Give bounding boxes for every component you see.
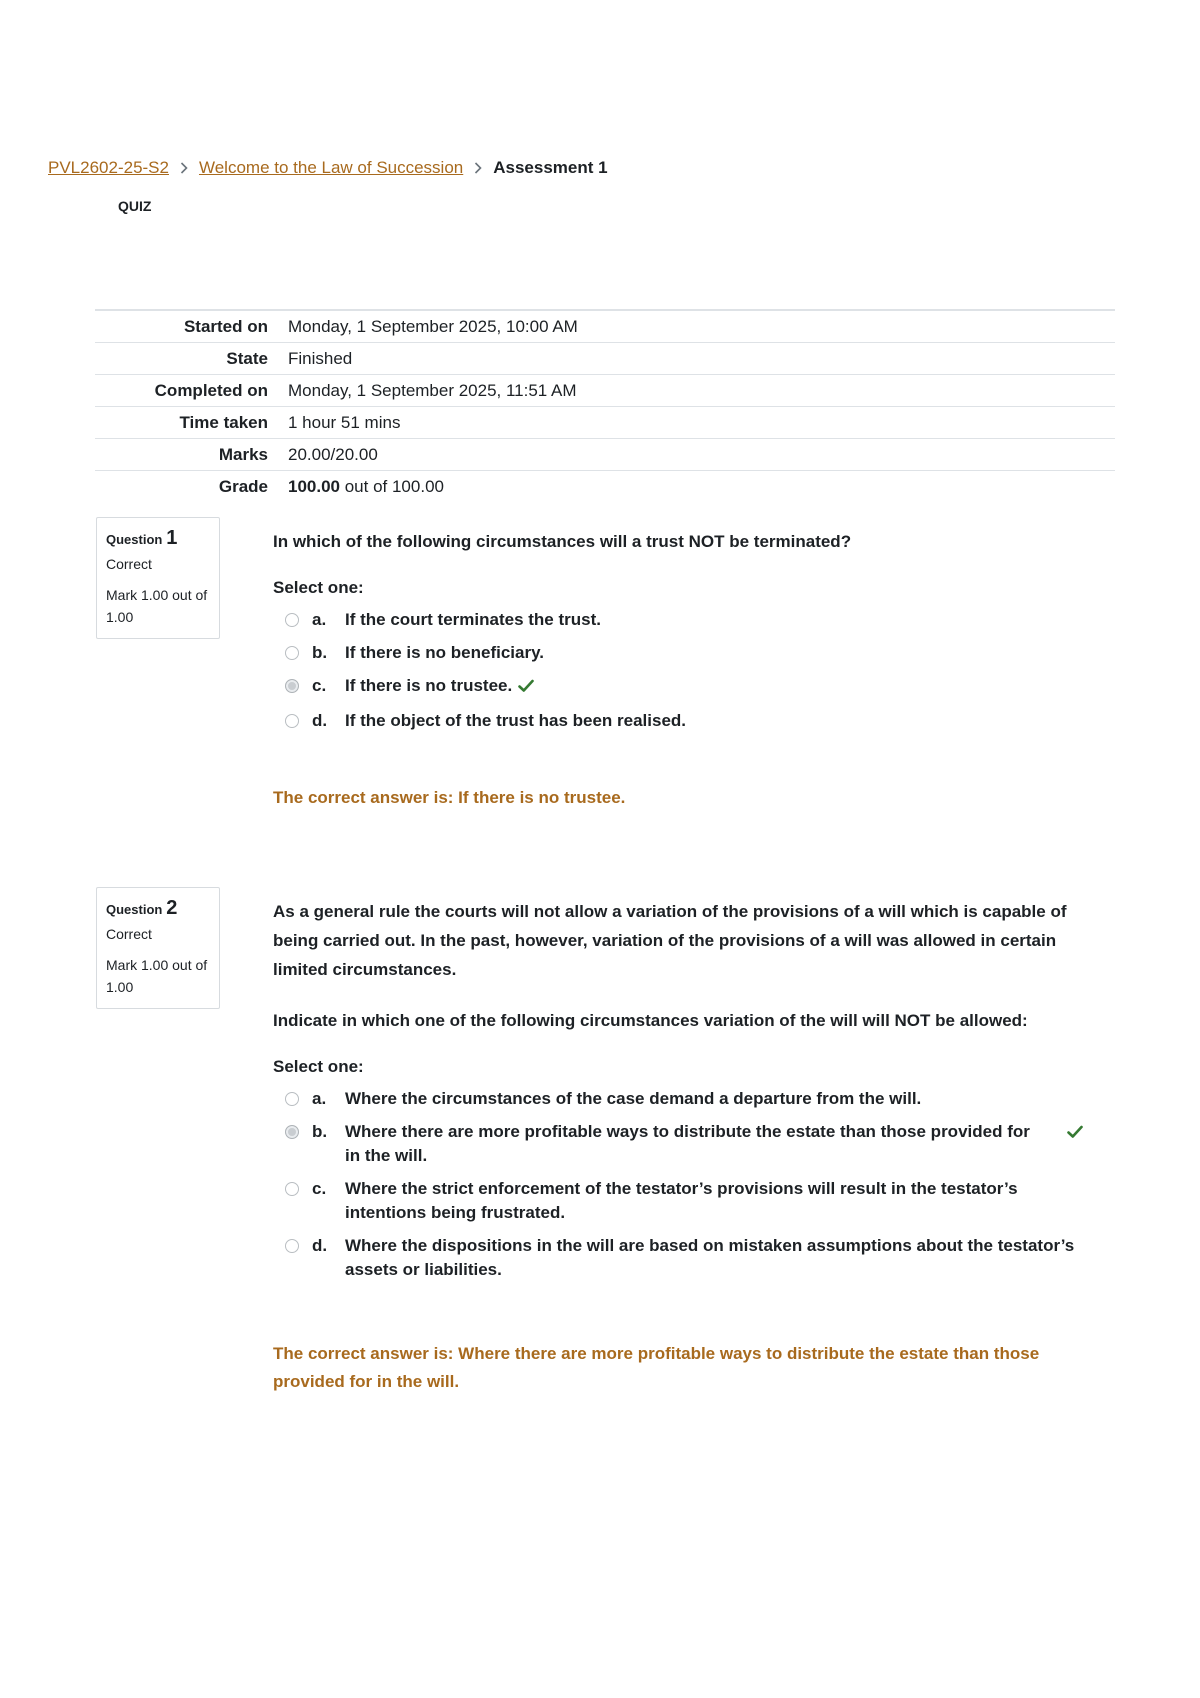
- option-text: Where the dispositions in the will are based on mistaken assumptions about the testator’s assets or liabilities.: [345, 1236, 1075, 1279]
- option-letter: a.: [312, 1089, 327, 1108]
- grade-score: 100.00: [288, 476, 340, 496]
- correct-answer-feedback: The correct answer is: If there is no trustee.: [273, 788, 626, 807]
- question-mark: Mark 1.00 out of 1.00: [106, 957, 208, 995]
- answer-options: [273, 608, 1083, 733]
- question-label: Question: [106, 532, 163, 547]
- answer-option-b[interactable]: [273, 641, 1083, 665]
- question-text: [273, 527, 1083, 556]
- question-number: [106, 898, 219, 920]
- answer-option-b[interactable]: [273, 1120, 1083, 1168]
- radio-button-icon[interactable]: [285, 1092, 299, 1106]
- summary-row-marks: [95, 439, 1115, 471]
- summary-value: [288, 471, 1115, 503]
- question-state: Correct: [106, 556, 152, 572]
- option-letter: d.: [312, 1236, 328, 1255]
- question-body-2: [273, 897, 1083, 1396]
- question-mark: Mark 1.00 out of 1.00: [106, 587, 208, 625]
- summary-label: Completed on: [154, 380, 268, 400]
- question-info-2: [96, 887, 220, 1009]
- radio-button-icon[interactable]: [285, 646, 299, 660]
- breadcrumb-section-link[interactable]: Welcome to the Law of Succession: [198, 158, 464, 177]
- summary-label: Grade: [218, 476, 268, 496]
- correct-answer-feedback: The correct answer is: Where there are more profitable ways to distribute the estate than those provided for in the will.: [273, 1344, 1040, 1391]
- summary-row-grade: [95, 471, 1115, 503]
- question-number: [106, 528, 219, 550]
- option-text-with-check: [345, 674, 1083, 700]
- question-text-paragraph: Indicate in which one of the following circumstances variation of the will will NOT be allowed:: [273, 1011, 1028, 1030]
- radio-button-icon[interactable]: [285, 714, 299, 728]
- radio-button-icon[interactable]: [285, 1182, 299, 1196]
- option-text: Where there are more profitable ways to distribute the estate than those provided for in the will.: [345, 1122, 1030, 1165]
- option-text: If the object of the trust has been realised.: [345, 711, 687, 730]
- summary-label: Time taken: [179, 412, 268, 432]
- option-letter: a.: [312, 610, 327, 629]
- summary-label: Marks: [218, 444, 268, 464]
- answer-option-d[interactable]: [273, 709, 1083, 733]
- option-text: Where the strict enforcement of the testator’s provisions will result in the testator’s intentions being frustrated.: [345, 1179, 1018, 1222]
- summary-value: 1 hour 51 mins: [288, 412, 401, 432]
- question-text-paragraph: In which of the following circumstances will a trust NOT be terminated?: [273, 532, 852, 551]
- option-text: If the court terminates the trust.: [345, 610, 601, 629]
- summary-label: State: [226, 348, 268, 368]
- answer-option-a[interactable]: [273, 608, 1083, 632]
- summary-row-state: [95, 343, 1115, 375]
- select-one-prompt: Select one:: [273, 1057, 364, 1076]
- radio-button-icon[interactable]: [285, 1125, 299, 1139]
- summary-value: 20.00/20.00: [288, 444, 378, 464]
- answer-options: [273, 1087, 1083, 1282]
- chevron-right-icon: [474, 162, 482, 174]
- radio-button-icon[interactable]: [285, 679, 299, 693]
- question-label: Question: [106, 902, 163, 917]
- answer-option-d[interactable]: [273, 1234, 1083, 1282]
- question-text: [273, 897, 1083, 1035]
- summary-row-completed-on: [95, 375, 1115, 407]
- answer-option-c[interactable]: [273, 674, 1083, 700]
- option-text: Where the circumstances of the case demand a departure from the will.: [345, 1089, 922, 1108]
- page-label: QUIZ: [118, 198, 152, 214]
- breadcrumb-course-link[interactable]: PVL2602-25-S2: [48, 158, 169, 177]
- option-letter: c.: [312, 1179, 327, 1198]
- summary-label: Started on: [183, 316, 268, 336]
- question-info-1: [96, 517, 220, 639]
- option-letter: b.: [312, 1122, 328, 1141]
- question-text-paragraph: As a general rule the courts will not allow a variation of the provisions of a will which is capable of being carried out. In the past, however, variation of the provisions of a will was allowed in certain limited circumstances.: [273, 902, 1067, 979]
- option-text: If there is no beneficiary.: [345, 643, 545, 662]
- check-icon: [518, 676, 534, 700]
- answer-option-c[interactable]: [273, 1177, 1083, 1225]
- question-state: Correct: [106, 926, 152, 942]
- breadcrumb-current: Assessment 1: [493, 158, 608, 177]
- question-number-value: 2: [166, 897, 178, 919]
- option-letter: b.: [312, 643, 328, 662]
- option-letter: c.: [312, 676, 327, 695]
- question-number-value: 1: [166, 527, 178, 549]
- summary-row-started-on: [95, 310, 1115, 343]
- summary-value: Finished: [288, 348, 353, 368]
- summary-value: Monday, 1 September 2025, 11:51 AM: [288, 380, 577, 400]
- attempt-summary-table: [95, 309, 1115, 502]
- summary-value: Monday, 1 September 2025, 10:00 AM: [288, 316, 578, 336]
- answer-option-a[interactable]: [273, 1087, 1083, 1111]
- option-letter: d.: [312, 711, 328, 730]
- check-icon: [1067, 1122, 1083, 1146]
- radio-button-icon[interactable]: [285, 613, 299, 627]
- question-body-1: [273, 527, 1083, 812]
- chevron-right-icon: [180, 162, 188, 174]
- summary-row-time-taken: [95, 407, 1115, 439]
- radio-button-icon[interactable]: [285, 1239, 299, 1253]
- grade-out-of: out of 100.00: [340, 476, 444, 496]
- option-text: If there is no trustee.: [345, 676, 513, 695]
- breadcrumb: [48, 158, 608, 178]
- select-one-prompt: Select one:: [273, 578, 364, 597]
